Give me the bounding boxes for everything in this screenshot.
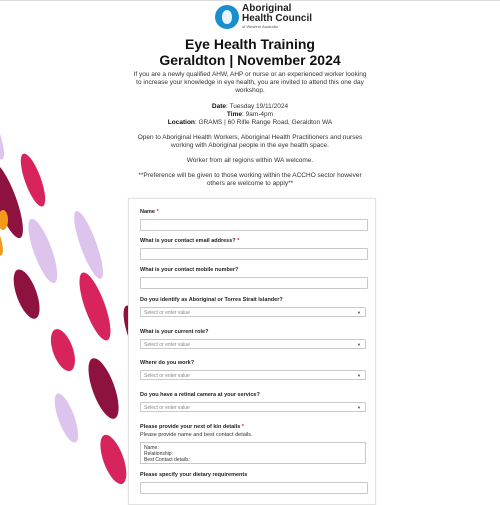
kin-hint: Please provide name and best contact details. [140, 432, 253, 438]
logo-line1: Aboriginal [242, 3, 292, 14]
camera-select-value: Select or enter value [144, 405, 190, 411]
intro-text: If you are a newly qualified AHW, AHP or nurse or an experienced worker looking to increase your knowledge in eye health, you are invited to attend this one day workshop. [133, 71, 367, 94]
chevron-down-icon: ▼ [357, 405, 361, 410]
chevron-down-icon: ▼ [357, 310, 361, 315]
diet-input[interactable] [140, 482, 368, 494]
top-divider [0, 0, 500, 1]
identify-select[interactable] [140, 307, 366, 317]
logo-line2: Health Council [242, 13, 313, 24]
time-label: Time [226, 111, 242, 118]
logo [215, 4, 312, 29]
mobile-label: What is your contact mobile number? [140, 267, 239, 273]
diet-label: Please specify your dietary requirements [140, 472, 248, 478]
email-label: What is your contact email address? * [140, 238, 240, 244]
name-input[interactable] [140, 219, 368, 231]
page-title: Eye Health Training [185, 36, 315, 52]
chevron-down-icon: ▼ [357, 373, 361, 378]
mobile-input[interactable] [140, 277, 368, 289]
preference-note: **Preference will be given to those working within the ACCHO sector however others are welcome to apply** [138, 172, 362, 187]
camera-select[interactable] [140, 402, 366, 412]
chevron-down-icon: ▼ [357, 342, 361, 347]
logo-icon [215, 5, 239, 29]
logo-line3: of Western Australia [242, 24, 278, 29]
work-select[interactable] [140, 370, 366, 380]
role-label: What is your current role? [140, 329, 209, 335]
work-label: Where do you work? [140, 360, 195, 366]
time-value: : 9am-4pm [241, 111, 274, 118]
registration-form [128, 198, 376, 505]
email-input[interactable] [140, 248, 368, 260]
open-to-text: Open to Aboriginal Health Workers, Aboriginal Health Practitioners and nurses working with Aboriginal people in the eye health space. [137, 134, 363, 149]
worker-note: Worker from all regions within WA welcome. [186, 157, 314, 164]
camera-label: Do you have a retinal camera at your service? [140, 392, 260, 398]
identify-select-value: Select or enter value [144, 310, 190, 316]
name-label: Name * [140, 209, 159, 215]
kin-textarea[interactable]: Name: Relationship: Best Contact details: [140, 442, 366, 464]
date-label: Date [211, 103, 227, 110]
location-value: : GRAMS | 60 Rifle Range Road, Geraldton WA [194, 119, 333, 126]
event-details [130, 103, 370, 127]
role-select[interactable] [140, 339, 366, 349]
location-label: Location [167, 119, 195, 126]
identify-label: Do you identify as Aboriginal or Torres Strait Islander? [140, 297, 283, 303]
kin-label: Please provide your next of kin details * [140, 424, 244, 430]
date-value: : Tuesday 19/11/2024 [226, 103, 289, 110]
page-subtitle: Geraldton | November 2024 [159, 52, 341, 68]
work-select-value: Select or enter value [144, 373, 190, 379]
role-select-value: Select or enter value [144, 342, 190, 348]
